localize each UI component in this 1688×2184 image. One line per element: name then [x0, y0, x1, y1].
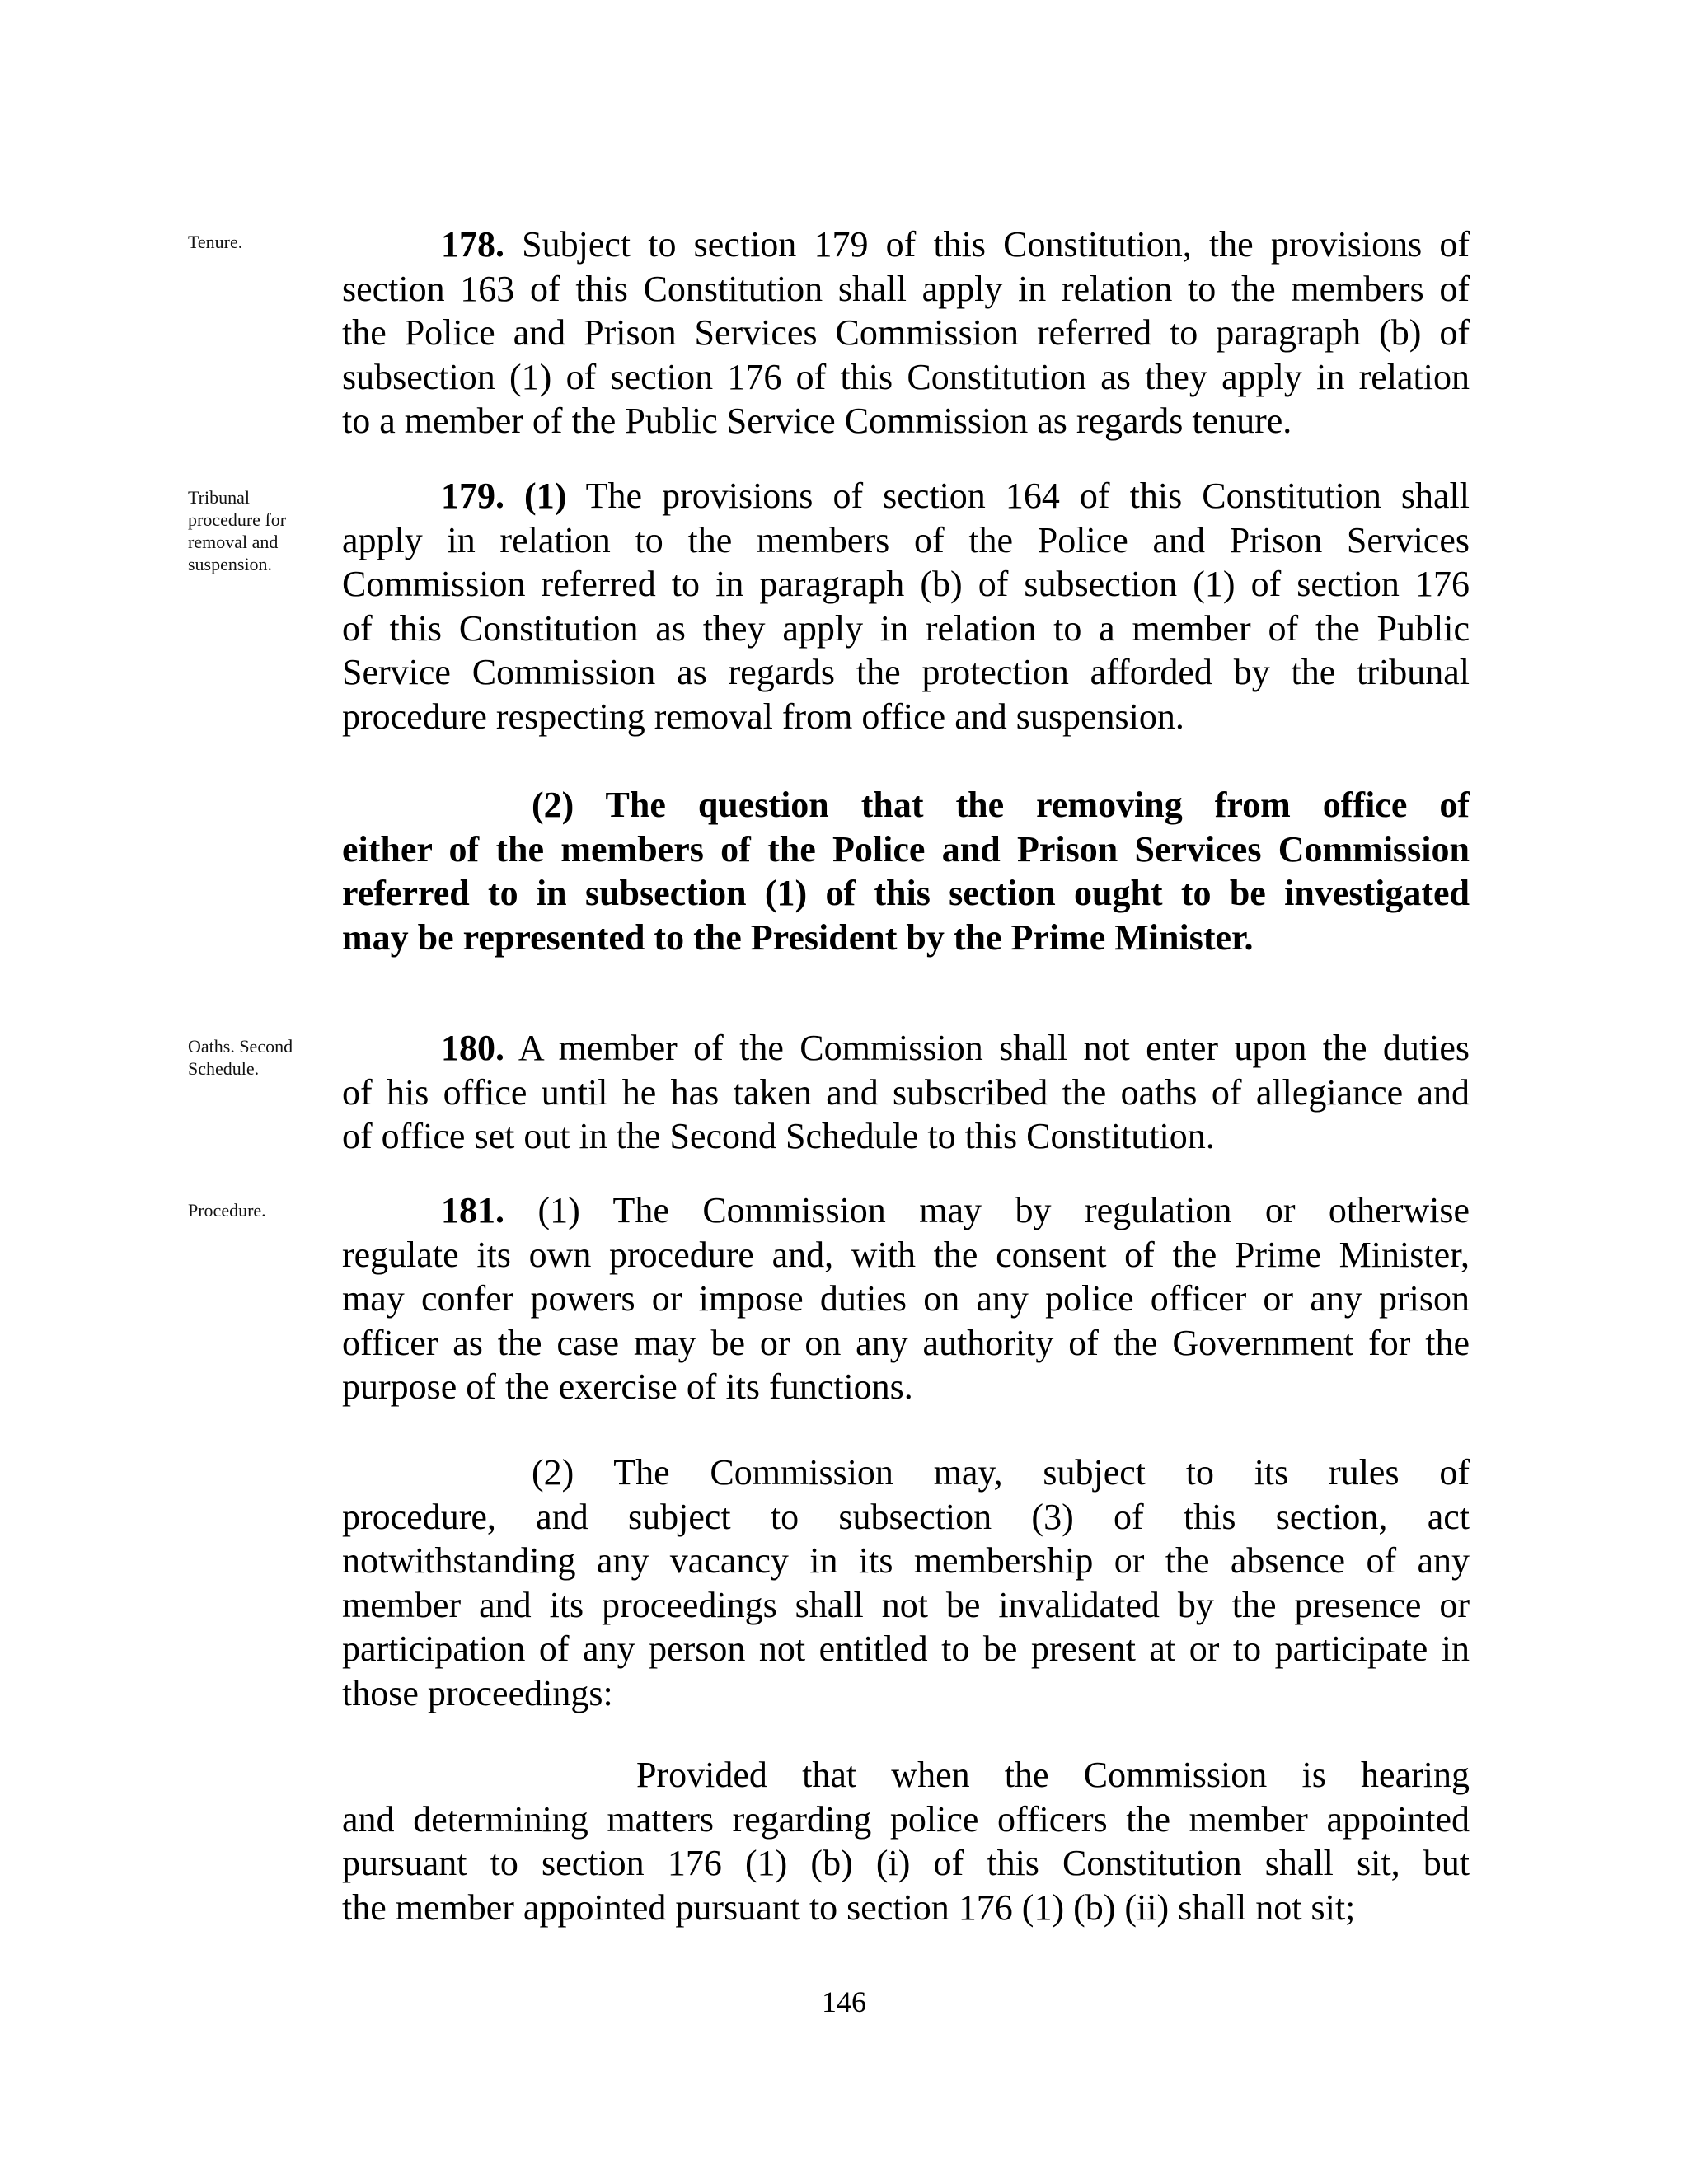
section-178	[342, 223, 1470, 443]
text-line: officer as the case may be or on any authority of the Government for the	[342, 1322, 1470, 1363]
text-line: the member appointed pursuant to section 176 (1) (b) (ii) shall not sit;	[342, 1886, 1356, 1928]
section-number: 178.	[441, 224, 504, 265]
text-line: of this Constitution as they apply in relation to a member of the Public	[342, 607, 1470, 649]
section-181-2-proviso	[342, 1753, 1470, 1929]
section-180	[342, 1026, 1470, 1159]
margin-note-tenure: Tenure.	[188, 232, 243, 252]
text-line: (2) The question that the removing from office of	[532, 785, 1470, 825]
text-line: procedure, and subject to subsection (3) of this section, act	[342, 1496, 1470, 1537]
section-179-2	[342, 783, 1470, 959]
text-line: regulate its own procedure and, with the consent of the Prime Minister,	[342, 1234, 1470, 1275]
text-line: 181. (1) The Commission may by regulation or otherwise	[441, 1190, 1470, 1230]
text-line: referred to in subsection (1) of this section ought to be investigated	[342, 873, 1470, 913]
text-line: procedure respecting removal from office and suspension.	[342, 696, 1184, 737]
page-number: 146	[822, 1985, 866, 2018]
text-line: may confer powers or impose duties on any police officer or any prison	[342, 1278, 1470, 1319]
text-line: section 163 of this Constitution shall apply in relation to the members of	[342, 268, 1470, 309]
text-line: purpose of the exercise of its functions.	[342, 1366, 913, 1407]
text-line: 178. Subject to section 179 of this Constitution, the provisions of	[441, 224, 1470, 265]
text-line: either of the members of the Police and Prison Services Commission	[342, 828, 1470, 869]
text-line: pursuant to section 176 (1) (b) (i) of this Constitution shall sit, but	[342, 1843, 1470, 1883]
section-number: 179. (1)	[441, 476, 567, 516]
margin-note-procedure: Procedure.	[188, 1200, 266, 1221]
text-line: those proceedings:	[342, 1672, 613, 1713]
section-number: 180.	[441, 1028, 504, 1068]
text-line: the Police and Prison Services Commission referred to paragraph (b) of	[342, 312, 1470, 353]
text-line: participation of any person not entitled to be present at or to participate in	[342, 1629, 1470, 1669]
text-line: 180. A member of the Commission shall not enter upon the duties	[441, 1028, 1470, 1068]
text-line: subsection (1) of section 176 of this Constitution as they apply in relation	[342, 356, 1470, 397]
text-line: to a member of the Public Service Commission as regards tenure.	[342, 401, 1292, 441]
text-line: of his office until he has taken and subscribed the oaths of allegiance and	[342, 1071, 1470, 1113]
text-line: may be represented to the President by the Prime Minister.	[342, 916, 1254, 958]
text-line: 179. (1) The provisions of section 164 of this Constitution shall	[441, 476, 1470, 516]
text-line: Commission referred to in paragraph (b) of subsection (1) of section 176	[342, 564, 1470, 604]
section-179-1	[342, 474, 1470, 738]
margin-note-oaths: Oaths. Second Schedule.	[188, 1036, 293, 1079]
text-line: Provided that when the Commission is hearing	[636, 1755, 1470, 1795]
text-line: of office set out in the Second Schedule to this Constitution.	[342, 1116, 1215, 1156]
section-number: 181.	[441, 1190, 504, 1230]
text-line: notwithstanding any vacancy in its membership or the absence of any	[342, 1540, 1470, 1581]
section-181-2	[342, 1451, 1470, 1715]
margin-note-tribunal: Tribunal procedure for removal and suspension.	[188, 487, 287, 574]
section-181-1	[342, 1188, 1470, 1409]
text-line: and determining matters regarding police officers the member appointed	[342, 1798, 1470, 1840]
text-line: apply in relation to the members of the Police and Prison Services	[342, 519, 1470, 560]
text-line: member and its proceedings shall not be invalidated by the presence or	[342, 1584, 1470, 1625]
text-line: (2) The Commission may, subject to its rules of	[532, 1452, 1470, 1493]
text-line: Service Commission as regards the protection afforded by the tribunal	[342, 652, 1470, 692]
